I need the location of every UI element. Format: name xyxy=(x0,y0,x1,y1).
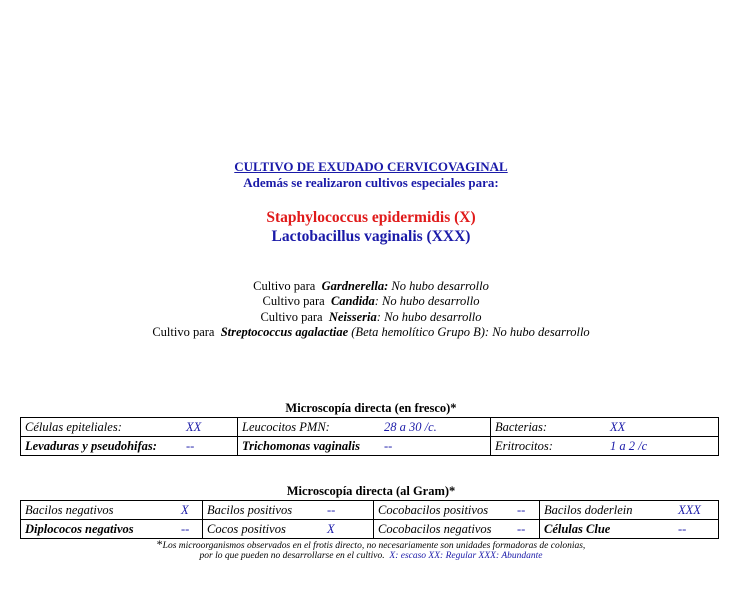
cell-value: 1 a 2 /c xyxy=(610,438,648,453)
culture-name: Streptococcus agalactiae xyxy=(220,325,349,339)
report-title: CULTIVO DE EXUDADO CERVICOVAGINAL xyxy=(234,159,508,174)
fresco-cell xyxy=(491,418,719,437)
cell-value: -- xyxy=(384,438,393,453)
cell-label: Bacilos negativos xyxy=(25,502,114,517)
culture-name: Gardnerella: xyxy=(321,279,389,293)
cell-label: Bacterias: xyxy=(495,419,548,434)
cell-value: XX xyxy=(610,419,626,434)
cell-value: XXX xyxy=(678,502,701,517)
table-row xyxy=(21,437,719,456)
fresco-cell xyxy=(21,418,238,437)
footnote-star: * xyxy=(156,537,163,551)
culture-prefix: Cultivo para xyxy=(260,310,323,324)
culture-neisseria xyxy=(0,310,742,325)
footnote-text: por lo que pueden no desarrollarse en el cultivo. xyxy=(199,551,385,561)
cell-value: -- xyxy=(517,502,526,517)
cell-value: XX xyxy=(186,419,202,434)
culture-prefix: Cultivo para xyxy=(152,325,215,339)
cell-value: -- xyxy=(517,521,526,536)
gram-cell xyxy=(203,520,374,539)
organism-staphylococcus: Staphylococcus epidermidis (X) xyxy=(266,209,476,226)
gram-title: Microscopía directa (al Gram)* xyxy=(286,484,456,498)
culture-result: (Beta hemolítico Grupo B): No hubo desarrollo xyxy=(348,325,590,339)
cell-label: Eritrocitos: xyxy=(495,438,553,453)
fresco-title: Microscopía directa (en fresco)* xyxy=(285,401,457,415)
culture-candida xyxy=(0,294,742,309)
fresco-cell xyxy=(21,437,238,456)
culture-result: : No hubo desarrollo xyxy=(376,310,482,324)
cell-label: Bacilos positivos xyxy=(207,502,293,517)
cell-label: Células Clue xyxy=(544,521,611,536)
culture-name: Neisseria xyxy=(328,310,377,324)
report-subtitle: Además se realizaron cultivos especiales para: xyxy=(243,175,499,190)
table-row xyxy=(21,520,719,539)
gram-cell xyxy=(374,501,540,520)
gram-cell xyxy=(374,520,540,539)
cell-value: 28 a 30 /c. xyxy=(384,419,437,434)
gram-cell xyxy=(540,520,719,539)
gram-cell xyxy=(21,520,203,539)
footnote-line-1 xyxy=(0,537,742,552)
footnote-line-2 xyxy=(0,551,742,561)
cell-label: Cocos positivos xyxy=(207,521,286,536)
cell-value: -- xyxy=(678,521,687,536)
cell-label: Trichomonas vaginalis xyxy=(242,438,360,453)
cell-value: -- xyxy=(327,502,336,517)
cell-label: Células epiteliales: xyxy=(25,419,122,434)
footnote-text: Los microorganismos observados en el frotis directo, no necesariamente son unidades formadoras de colonias, xyxy=(162,541,586,551)
table-row xyxy=(21,501,719,520)
cell-label: Levaduras y pseudohifas: xyxy=(25,438,157,453)
gram-table xyxy=(20,500,719,539)
cell-label: Bacilos doderlein xyxy=(544,502,633,517)
culture-prefix: Cultivo para xyxy=(262,294,325,308)
gram-cell xyxy=(540,501,719,520)
cell-label: Cocobacilos negativos xyxy=(378,521,492,536)
cell-value: X xyxy=(327,521,335,536)
culture-result: No hubo desarrollo xyxy=(388,279,489,293)
gram-cell xyxy=(21,501,203,520)
culture-result: : No hubo desarrollo xyxy=(374,294,480,308)
organism-lactobacillus: Lactobacillus vaginalis (XXX) xyxy=(271,228,471,245)
culture-prefix: Cultivo para xyxy=(253,279,316,293)
cell-label: Diplococos negativos xyxy=(25,521,134,536)
culture-name: Candida xyxy=(330,294,375,308)
cell-label: Leucocitos PMN: xyxy=(242,419,330,434)
cell-label: Cocobacilos positivos xyxy=(378,502,489,517)
gram-cell xyxy=(203,501,374,520)
culture-streptococcus xyxy=(0,325,742,340)
fresco-cell xyxy=(491,437,719,456)
cell-value: -- xyxy=(186,438,195,453)
fresco-table xyxy=(20,417,719,456)
cell-value: -- xyxy=(181,521,190,536)
culture-gardnerella xyxy=(0,279,742,294)
fresco-cell xyxy=(238,437,491,456)
cell-value: X xyxy=(181,502,189,517)
footnote-legend: X: escaso XX: Regular XXX: Abundante xyxy=(389,551,543,561)
fresco-cell xyxy=(238,418,491,437)
table-row xyxy=(21,418,719,437)
